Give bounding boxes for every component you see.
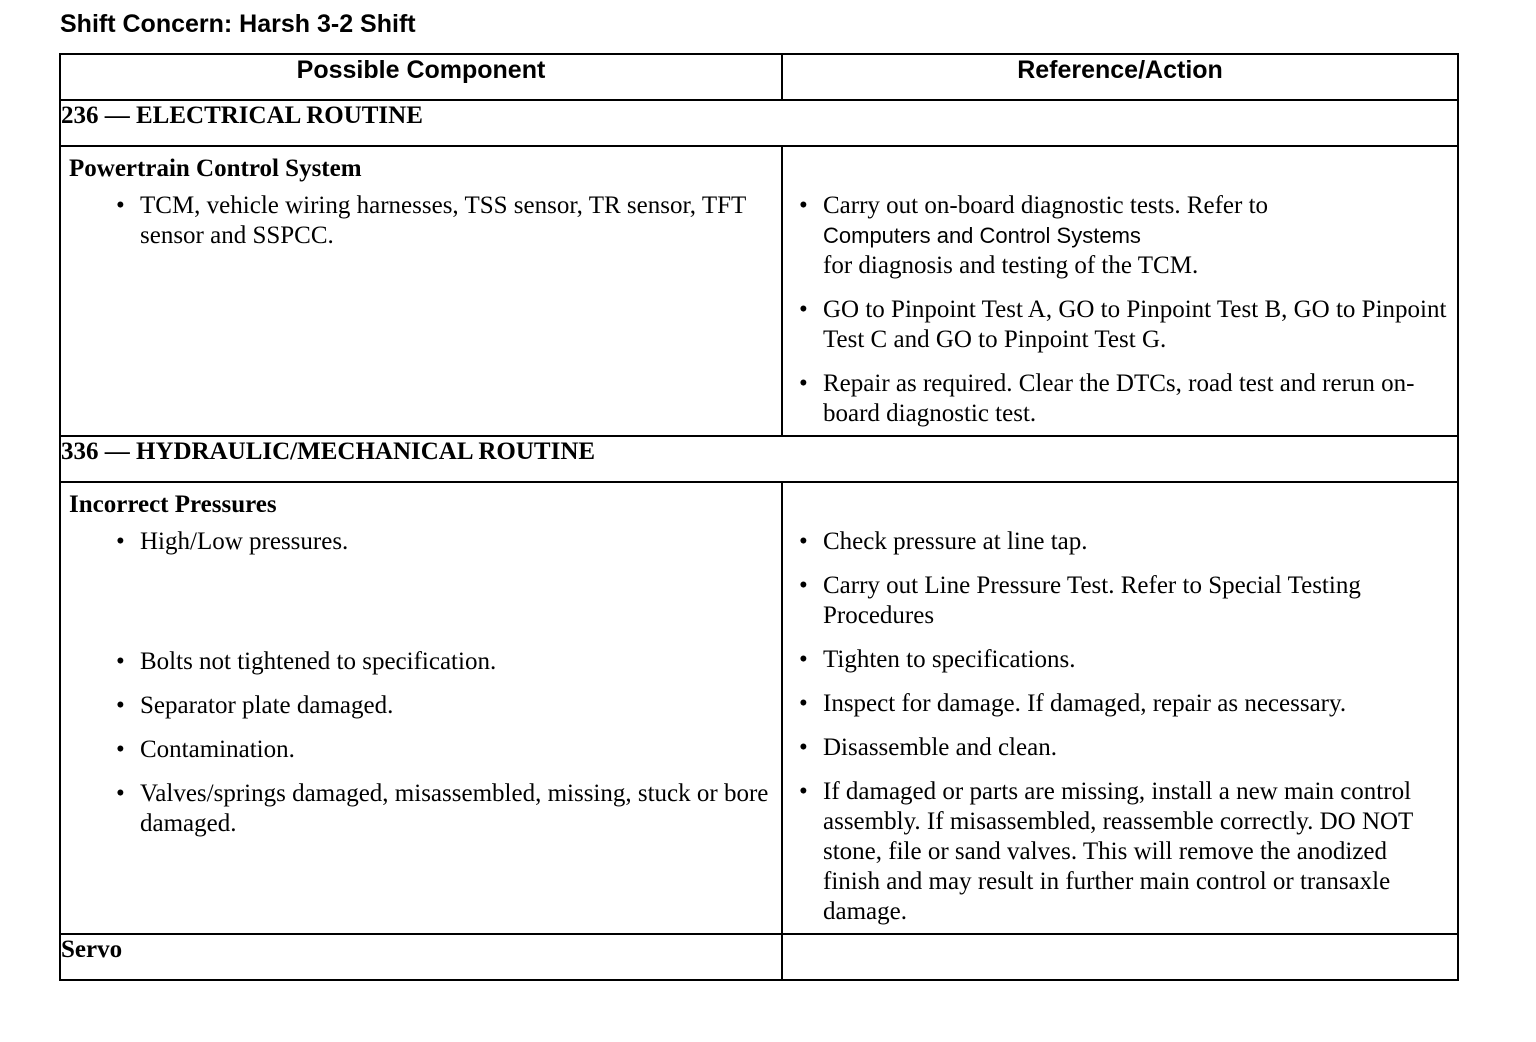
table-row — [60, 934, 1458, 980]
component-text: High/Low pressures. — [140, 528, 349, 555]
list-item — [61, 735, 781, 765]
action-text: Inspect for damage. If damaged, repair as necessary. — [823, 690, 1347, 717]
list-item — [783, 295, 1457, 355]
action-text: Carry out Line Pressure Test. Refer to Special Testing Procedures — [823, 572, 1361, 629]
bullet-icon: • — [799, 296, 808, 323]
list-item — [61, 647, 781, 677]
table-row — [60, 146, 1458, 436]
list-item — [61, 191, 781, 251]
reference-link[interactable]: Computers and Control Systems — [823, 223, 1141, 248]
component-cell — [60, 146, 782, 436]
bullet-icon: • — [799, 646, 808, 673]
bullet-icon: • — [116, 648, 125, 675]
header-reference-action: Reference/Action — [782, 54, 1458, 100]
bullet-icon: • — [116, 692, 125, 719]
header-possible-component: Possible Component — [60, 54, 782, 100]
page-title: Shift Concern: Harsh 3-2 Shift — [60, 10, 416, 38]
list-item — [61, 527, 781, 557]
bullet-icon: • — [799, 734, 808, 761]
section-row — [60, 436, 1458, 482]
action-text: Tighten to specifications. — [823, 646, 1076, 673]
bullet-icon: • — [799, 528, 808, 555]
action-cell — [782, 934, 1458, 980]
component-text: Contamination. — [140, 736, 295, 763]
component-text: Valves/springs damaged, misassembled, missing, stuck or bore damaged. — [140, 780, 769, 837]
bullet-icon: • — [116, 736, 125, 763]
bullet-icon: • — [799, 690, 808, 717]
action-cell — [782, 482, 1458, 934]
action-text: for diagnosis and testing of the TCM. — [823, 252, 1199, 279]
table-row — [60, 482, 1458, 934]
component-text: Separator plate damaged. — [140, 692, 394, 719]
component-cell — [60, 482, 782, 934]
action-text: Carry out on-board diagnostic tests. Refer to — [823, 192, 1269, 219]
list-item — [61, 779, 781, 839]
action-cell — [782, 146, 1458, 436]
group-title-servo: Servo — [60, 934, 782, 980]
group-title-incorrect-pressures: Incorrect Pressures — [69, 491, 277, 518]
component-text: TCM, vehicle wiring harnesses, TSS sensor, TR sensor, TFT sensor and SSPCC. — [140, 192, 746, 249]
action-text: Check pressure at line tap. — [823, 528, 1088, 555]
component-text: Bolts not tightened to specification. — [140, 648, 497, 675]
bullet-icon: • — [799, 778, 808, 805]
bullet-icon: • — [799, 370, 808, 397]
action-text: Disassemble and clean. — [823, 734, 1057, 761]
action-text: If damaged or parts are missing, install a new main control assembly. If misassembled, reassemble correctly. DO NOT stone, file or sand valves. This will remove the anodized finish and may result in further main control or transaxle damage. — [823, 778, 1413, 925]
list-item — [783, 777, 1457, 927]
bullet-icon: • — [116, 780, 125, 807]
list-item — [783, 369, 1457, 429]
diagnosis-table — [59, 53, 1459, 981]
bullet-icon: • — [116, 192, 125, 219]
list-item — [783, 645, 1457, 675]
list-item — [783, 191, 1457, 281]
section-row — [60, 100, 1458, 146]
list-item — [783, 571, 1457, 631]
list-item — [783, 527, 1457, 557]
section-label-hydraulic: 336 — HYDRAULIC/MECHANICAL ROUTINE — [60, 436, 1458, 482]
list-item — [783, 689, 1457, 719]
bullet-icon: • — [799, 572, 808, 599]
list-item — [61, 691, 781, 721]
bullet-icon: • — [116, 528, 125, 555]
table-header-row — [60, 54, 1458, 100]
list-item — [783, 733, 1457, 763]
action-text: GO to Pinpoint Test A, GO to Pinpoint Test B, GO to Pinpoint Test C and GO to Pinpoint Test G. — [823, 296, 1447, 353]
group-title-powertrain: Powertrain Control System — [69, 155, 362, 182]
action-text: Repair as required. Clear the DTCs, road test and rerun on-board diagnostic test. — [823, 370, 1415, 427]
bullet-icon: • — [799, 192, 808, 219]
section-label-electrical: 236 — ELECTRICAL ROUTINE — [60, 100, 1458, 146]
